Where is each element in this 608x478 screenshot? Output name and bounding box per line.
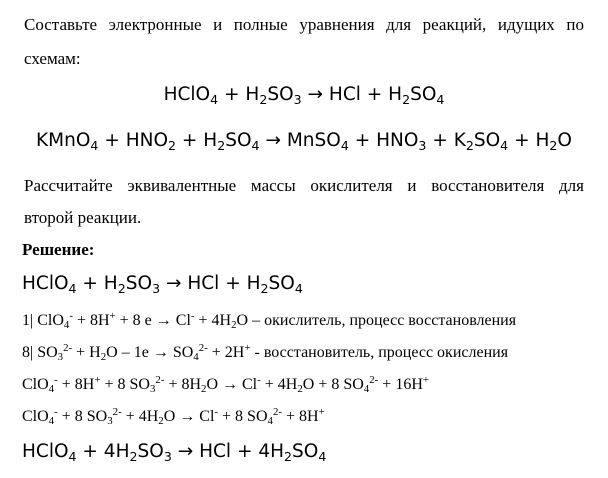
subscript: 3 xyxy=(152,281,161,297)
subscript: 4 xyxy=(68,449,77,465)
superscript: - xyxy=(214,406,219,419)
ionic-equation-sum: ClO$_4$- + 8H+ + 8 $SO_3^{2-} + 8H_2O \to Cl^- + 4H_2O + 8$ $SO_4^{2-} + 16H^+$ xyxy=(22,374,430,396)
superscript: + xyxy=(109,310,116,323)
superscript: 2- xyxy=(198,342,208,355)
subscript: 4 xyxy=(363,383,370,396)
subscript: 3 xyxy=(163,449,172,465)
superscript: + xyxy=(318,406,325,419)
subscript: 4 xyxy=(193,351,199,364)
task-intro-line-2: схемам: xyxy=(24,49,81,68)
molecular-equation-final: HClO$_4$ + $4H_2SO_3$ → HCl + $4H_2SO_4$ xyxy=(22,441,327,465)
subscript: 4 xyxy=(48,383,55,396)
subscript: 2 xyxy=(201,383,207,396)
subscript: 2 xyxy=(158,415,164,428)
half-reaction-reducer: 8| $SO_3^{2-} + H_2O - 1e \to SO_4^{2-} + 2H^+$ - восстановитель, процесс окисления xyxy=(22,342,509,364)
subscript: 2 xyxy=(465,138,474,154)
reaction-scheme-2: KMnO$_4$ + $HNO_2 + H_2SO_4$ → MnSO$_4$ + $HNO_3 + K_2SO_4 + H_2O$ xyxy=(36,130,572,154)
superscript: - xyxy=(54,406,58,419)
subscript: 2 xyxy=(402,92,411,108)
task-intro-line-1: Составьте электронные и полные уравнения для реакций, идущих по xyxy=(24,15,584,34)
superscript: + xyxy=(244,342,251,355)
subscript: 2 xyxy=(260,281,269,297)
subscript: 2 xyxy=(549,138,558,154)
superscript: - xyxy=(54,374,58,387)
subscript: 2 xyxy=(284,449,293,465)
question-line-2: второй реакции. xyxy=(24,208,142,227)
subscript: 2 xyxy=(231,319,237,332)
subscript: 4 xyxy=(210,92,219,108)
subscript: 4 xyxy=(294,281,303,297)
superscript: 2- xyxy=(112,406,122,419)
subscript: 4 xyxy=(68,281,77,297)
question-line-1: Рассчитайте эквивалентные массы окислителя и восстановителя для xyxy=(24,176,584,195)
subscript: 2 xyxy=(100,351,107,364)
subscript: 2 xyxy=(168,138,177,154)
subscript: 2 xyxy=(259,92,268,108)
superscript: - xyxy=(69,310,73,323)
subscript: 3 xyxy=(149,383,156,396)
ionic-equation-reduced: ClO$_4$- + 8 $SO_3^{2-} + 4H_2O \to Cl^- + 8$ $SO_4^{2-} + 8H^+$ xyxy=(22,406,325,428)
solution-reaction-header: HClO$_4$ + $H_2SO_3$ → HCl + $H_2SO_4$ xyxy=(22,273,303,297)
subscript: 2 xyxy=(129,449,138,465)
reaction-scheme-1: HClO$_4$ + $H_2SO_3$ → HCl + $H_2SO_4$ xyxy=(163,84,445,108)
subscript: 2 xyxy=(297,383,303,396)
superscript: 2- xyxy=(369,374,379,387)
superscript: 2- xyxy=(272,406,283,419)
superscript: 2- xyxy=(63,342,73,355)
subscript: 4 xyxy=(267,415,273,428)
subscript: 4 xyxy=(436,92,445,108)
superscript: + xyxy=(422,374,430,387)
subscript: 4 xyxy=(318,449,327,465)
solution-heading: Решение: xyxy=(22,240,95,259)
subscript: 3 xyxy=(418,138,427,154)
subscript: 3 xyxy=(57,351,64,364)
subscript: 3 xyxy=(107,415,113,428)
subscript: 4 xyxy=(90,138,99,154)
subscript: 4 xyxy=(251,138,260,154)
superscript: - xyxy=(257,374,261,387)
superscript: - xyxy=(190,310,195,323)
subscript: 4 xyxy=(340,138,349,154)
half-reaction-oxidizer: 1| ClO$_4$- + 8H+ + 8 $e \to Cl^- + 4H_2O$ – окислитель, процесс восстановления xyxy=(22,310,517,332)
subscript: 2 xyxy=(117,281,126,297)
subscript: 2 xyxy=(217,138,226,154)
subscript: 3 xyxy=(293,92,302,108)
superscript: 2- xyxy=(155,374,165,387)
subscript: 4 xyxy=(63,319,70,332)
subscript: 4 xyxy=(500,138,509,154)
subscript: 4 xyxy=(48,415,55,428)
superscript: + xyxy=(94,374,101,387)
